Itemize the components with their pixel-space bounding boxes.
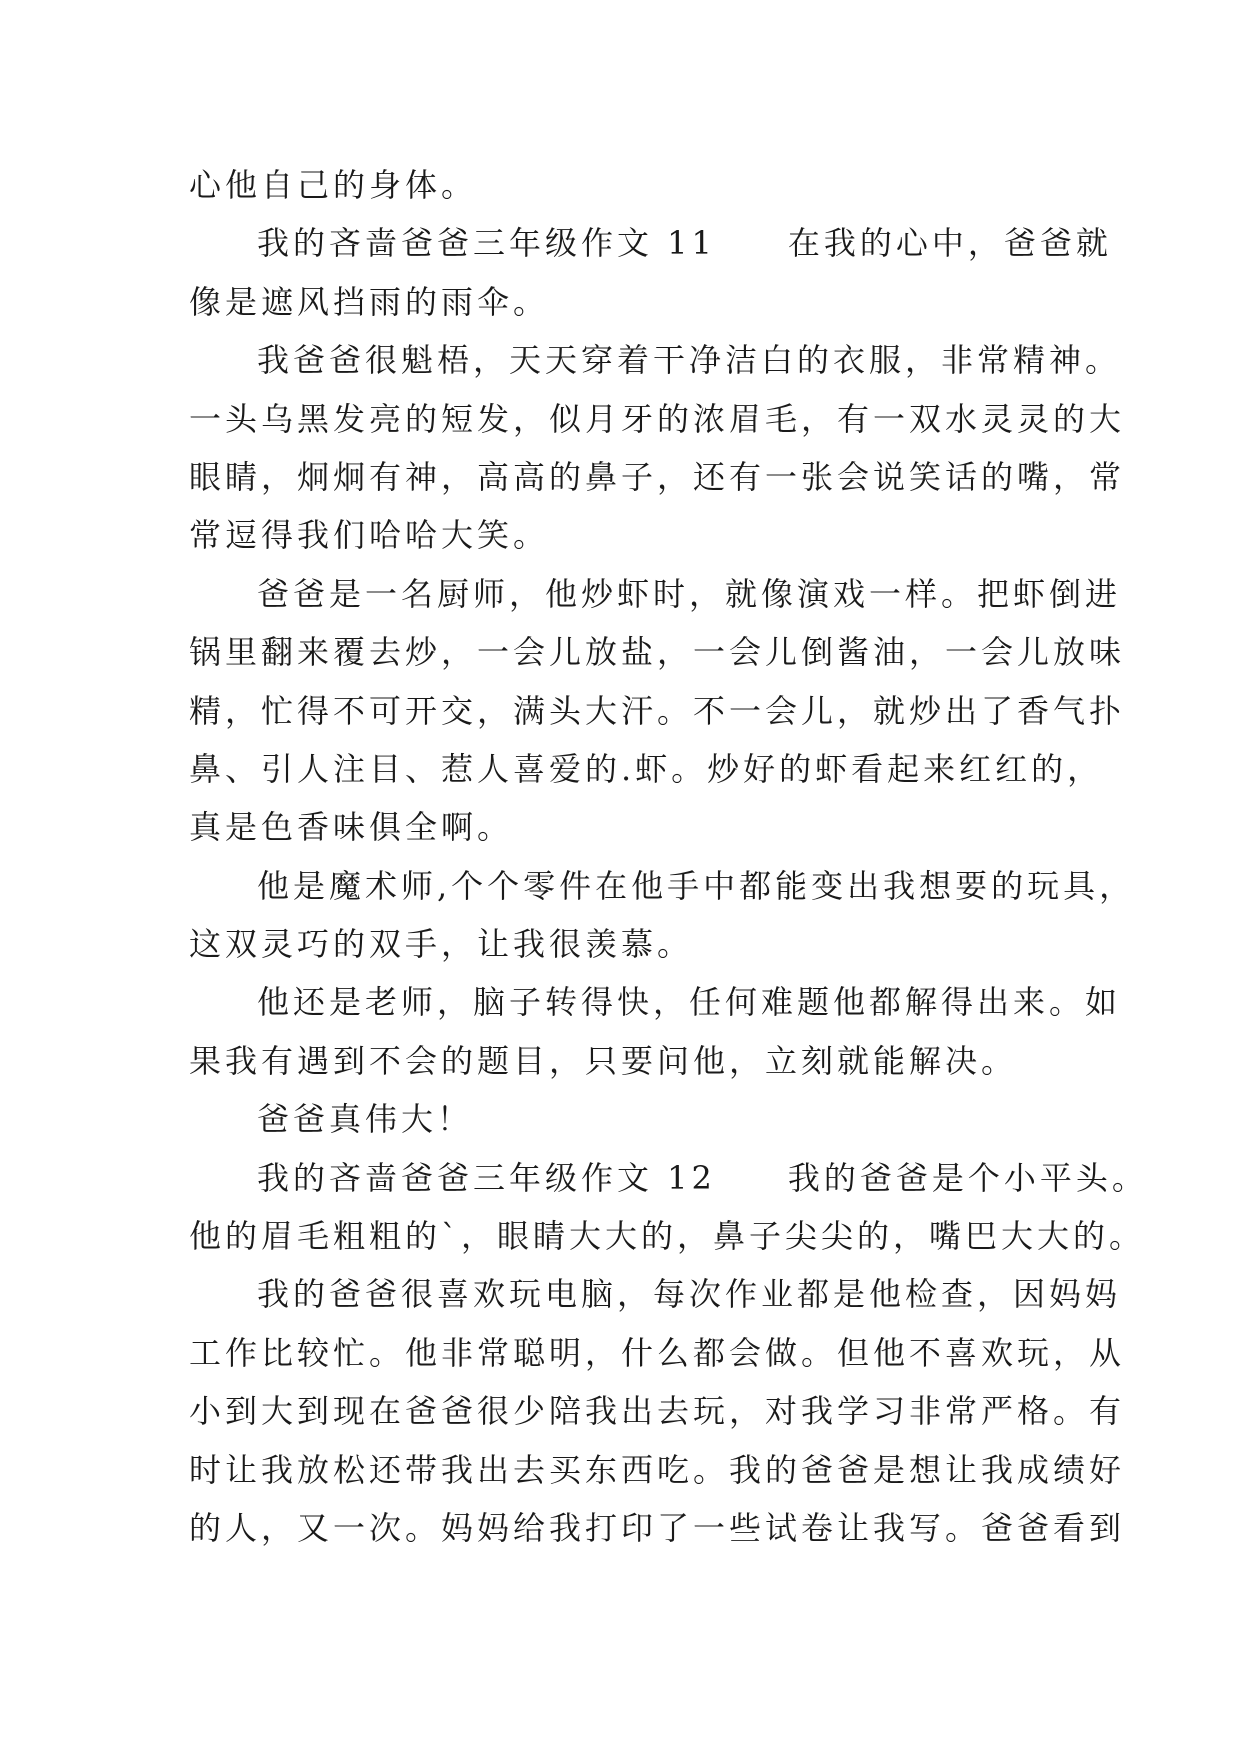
text-line: 他还是老师，脑子转得快，任何难题他都解得出来。如	[257, 983, 1122, 1022]
text-line: 的人，又一次。妈妈给我打印了一些试卷让我写。爸爸看到	[189, 1508, 1126, 1547]
text-line: 常逗得我们哈哈大笑。	[189, 516, 550, 555]
text-line: 我的吝啬爸爸三年级作文 11 在我的心中，爸爸就	[257, 224, 1112, 263]
text-line: 眼睛，炯炯有神，高高的鼻子，还有一张会说笑话的嘴，常	[189, 457, 1126, 496]
text-line: 锅里翻来覆去炒，一会儿放盐，一会儿倒酱油，一会儿放味	[189, 633, 1126, 672]
text-line: 精，忙得不可开交，满头大汗。不一会儿，就炒出了香气扑	[189, 691, 1126, 730]
text-line: 这双灵巧的双手，让我很羡慕。	[189, 925, 694, 964]
text-line: 小到大到现在爸爸很少陪我出去玩，对我学习非常严格。有	[189, 1392, 1126, 1431]
text-line: 果我有遇到不会的题目，只要问他，立刻就能解决。	[189, 1041, 1018, 1080]
text-line: 工作比较忙。他非常聪明，什么都会做。但他不喜欢玩，从	[189, 1333, 1126, 1372]
text-line: 爸爸是一名厨师，他炒虾时，就像演戏一样。把虾倒进	[257, 574, 1122, 613]
essay-text-block	[189, 156, 1148, 1557]
text-line: 我爸爸很魁梧，天天穿着干净洁白的衣服，非常精神。	[257, 341, 1122, 380]
text-line: 他的眉毛粗粗的`，眼睛大大的，鼻子尖尖的，嘴巴大大的。	[189, 1217, 1146, 1256]
text-line: 时让我放松还带我出去买东西吃。我的爸爸是想让我成绩好	[189, 1450, 1126, 1489]
text-line: 真是色香味俱全啊。	[189, 808, 514, 847]
text-line: 鼻、引人注目、惹人喜爱的.虾。炒好的虾看起来红红的，	[189, 749, 1104, 788]
text-line: 心他自己的身体。	[189, 166, 478, 204]
text-line: 像是遮风挡雨的雨伞。	[189, 282, 550, 321]
text-line: 他是魔术师,个个零件在他手中都能变出我想要的玩具，	[257, 866, 1136, 905]
text-line: 我的吝啬爸爸三年级作文 12 我的爸爸是个小平头。	[257, 1158, 1148, 1197]
text-line: 一头乌黑发亮的短发，似月牙的浓眉毛，有一双水灵灵的大	[189, 399, 1126, 438]
text-line: 爸爸真伟大！	[257, 1100, 474, 1139]
text-line: 我的爸爸很喜欢玩电脑，每次作业都是他检查，因妈妈	[257, 1275, 1122, 1314]
